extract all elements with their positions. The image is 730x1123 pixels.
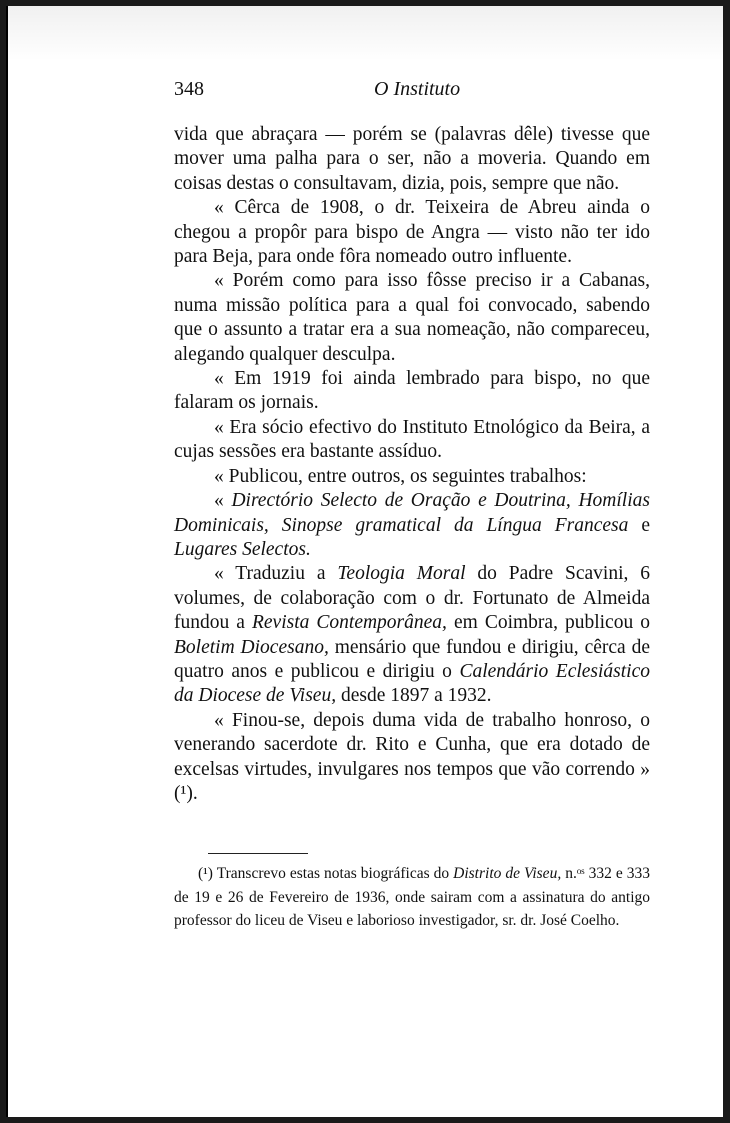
paragraph — [174, 367, 650, 416]
text-run: mensário que fundou e dirigiu, cêrca de quatro anos e publicou e dirigiu o — [174, 636, 650, 682]
text-run: em Coimbra, publicou o — [446, 612, 650, 634]
paragraph — [174, 416, 650, 465]
text-run: « Finou-se, depois duma vida de trabalho honroso, o venerando sacerdote dr. Rito e Cunha, que era dotado de excelsas virtudes, invulgares nos tempos que vão correndo » (¹). — [174, 709, 650, 804]
text-run: (¹) Transcrevo estas notas biográficas do — [198, 865, 454, 882]
page-number: 348 — [174, 78, 204, 100]
italic-title: Revista Contemporânea, — [251, 612, 447, 634]
text-run: desde 1897 a 1932. — [336, 685, 492, 707]
paragraph — [174, 269, 650, 367]
body-text — [174, 123, 650, 806]
italic-title: Boletim Diocesano, — [174, 636, 329, 658]
italic-title: Calendário Eclesiástico da Diocese de Viseu, — [174, 660, 651, 707]
paragraph — [174, 562, 650, 708]
footnote — [174, 862, 650, 933]
paragraph — [174, 709, 650, 807]
text-run: « Cêrca de 1908, o dr. Teixeira de Abreu ainda o chegou a propôr para bispo de Angra — visto não ter ido para Beja, para onde fôra nomeado outro influente. — [174, 197, 650, 268]
text-run: « Publicou, entre outros, os seguintes trabalhos: — [214, 465, 587, 487]
footnote-divider — [208, 853, 308, 854]
running-title: O Instituto — [374, 78, 461, 100]
paragraph — [174, 489, 650, 562]
scan-shadow — [8, 6, 723, 61]
text-run: do Padre Scavini, 6 volumes, de colaboração com o dr. Fortunato de Almeida fundou a — [174, 563, 651, 634]
paragraph — [174, 123, 650, 196]
paragraph — [174, 196, 650, 269]
text-run: n.ᵒˢ 332 e 333 de 19 e 26 de Fevereiro de 1936, onde sairam com a assinatura do antigo professor do liceu de Viseu e laborioso investigador, sr. dr. José Coelho. — [174, 865, 650, 929]
text-run: « Em 1919 foi ainda lembrado para bispo, no que falaram os jornais. — [174, 368, 650, 414]
text-run: « — [214, 490, 232, 512]
footnotes — [174, 862, 650, 933]
text-run: vida que abraçara — porém se (palavras dêle) tivesse que mover uma palha para o ser, não a moveria. Quando em coisas destas o consultavam, dizia, pois, sempre que não. — [174, 124, 650, 194]
paragraph — [174, 465, 650, 489]
italic-title: Distrito de Viseu, — [453, 865, 562, 882]
text-run: « Porém como para isso fôsse preciso ir a Cabanas, numa missão política para a qual foi convocado, sabendo que o assunto a tratar era a sua nomeação, não compareceu, alegando qualquer desculpa. — [174, 270, 650, 365]
book-page — [6, 6, 723, 1117]
page-header — [174, 78, 474, 108]
text-run: e — [628, 514, 650, 536]
italic-title: Teologia Moral — [337, 563, 466, 585]
italic-title: Lugares Selectos. — [174, 538, 311, 560]
italic-title: Directório Selecto de Oração e Doutrina, Homílias Dominicais, Sinopse gramatical da Língua Francesa — [174, 490, 650, 536]
text-run: « Traduziu a — [214, 563, 338, 585]
text-run: « Era sócio efectivo do Instituto Etnológico da Beira, a cujas sessões era bastante assíduo. — [174, 416, 650, 463]
